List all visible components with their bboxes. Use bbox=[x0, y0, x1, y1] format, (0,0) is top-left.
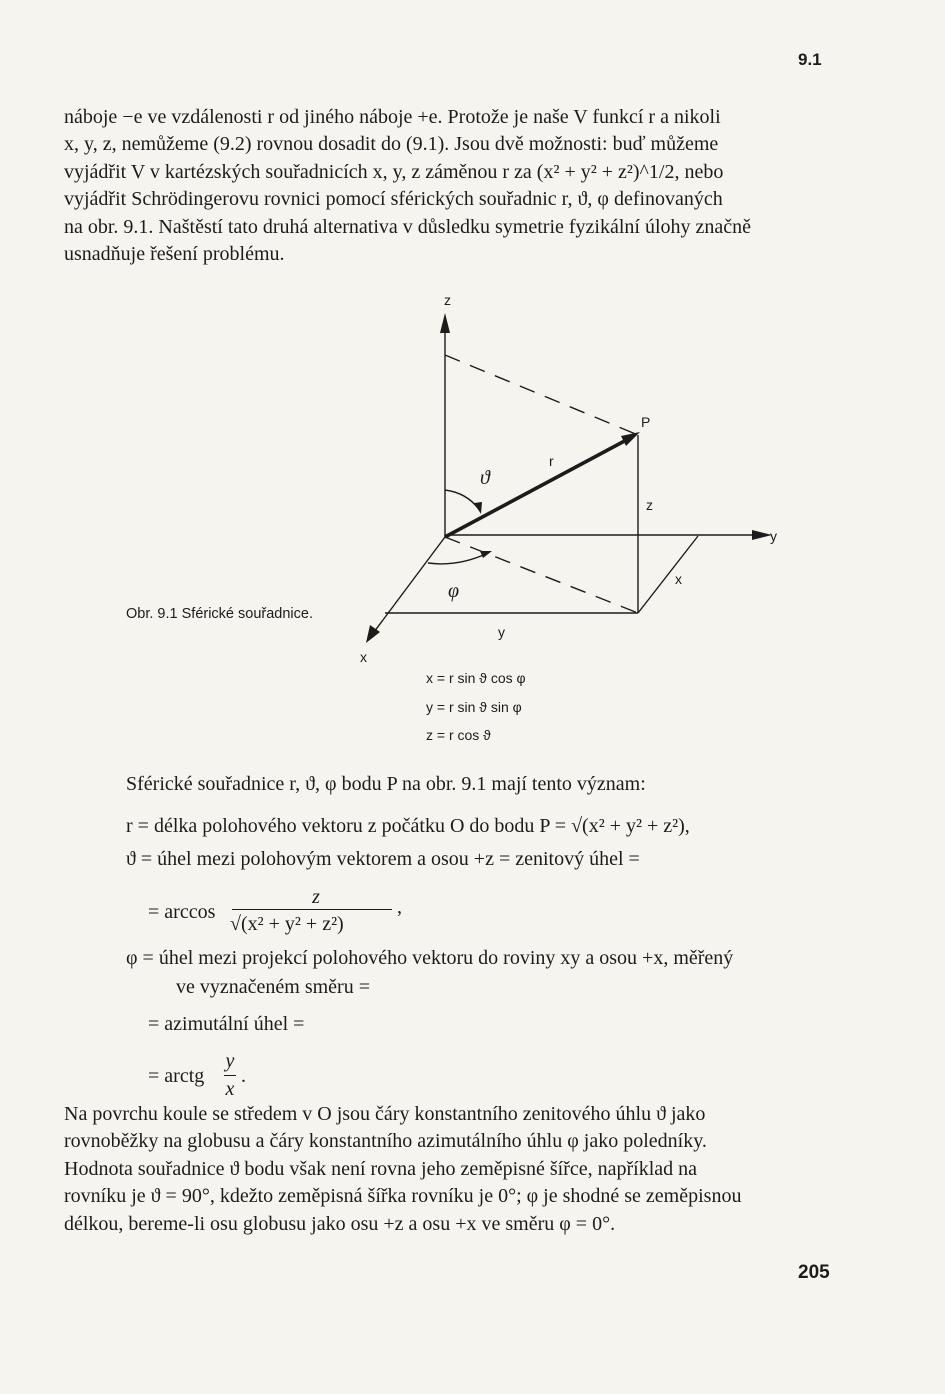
phi-arctg-prefix: = arctg bbox=[148, 1065, 205, 1087]
phi-arrowhead bbox=[480, 551, 492, 558]
paragraph-globe bbox=[64, 1101, 836, 1238]
theta-arrowhead bbox=[474, 502, 482, 514]
definition-r: r = délka polohového vektoru z počátku O do bodu P = √(x² + y² + z²), bbox=[126, 815, 690, 837]
definition-phi: φ = úhel mezi projekcí polohového vektoru do roviny xy a osou +x, měřený bbox=[126, 947, 734, 969]
definition-theta: ϑ = úhel mezi polohovým vektorem a osou +z = zenitový úhel = bbox=[126, 848, 640, 870]
theta-fraction-bar bbox=[232, 909, 392, 910]
radius-label: r bbox=[549, 453, 554, 469]
theta-label: ϑ bbox=[480, 467, 490, 489]
phi-fraction-period: . bbox=[241, 1065, 246, 1087]
phi-fraction-numerator: y bbox=[225, 1050, 235, 1072]
text-line: vyjádřit Schrödingerovu rovnici pomocí sférických souřadnic r, ϑ, φ definovaných bbox=[64, 188, 723, 211]
p-arrowhead bbox=[621, 432, 640, 446]
y-axis-label: y bbox=[770, 528, 777, 544]
y-arrowhead bbox=[752, 530, 772, 540]
text-line: Na povrchu koule se středem v O jsou čáry konstantního zenitového úhlu ϑ jako bbox=[64, 1103, 706, 1125]
z-axis-label: z bbox=[444, 292, 451, 308]
phi-arc bbox=[428, 553, 488, 564]
text-line: usnadňuje řešení problému. bbox=[64, 243, 285, 266]
equation-x: x = r sin ϑ cos φ bbox=[426, 670, 526, 686]
phi-label: φ bbox=[448, 580, 460, 602]
text-line: na obr. 9.1. Naštěstí tato druhá alternativa v důsledku symetrie fyzikální úlohy značně bbox=[64, 215, 752, 238]
phi-fraction-denominator: x bbox=[225, 1078, 235, 1100]
definitions-intro: Sférické souřadnice r, ϑ, φ bodu P na obr. 9.1 mají tento význam: bbox=[126, 773, 646, 795]
equation-z: z = r cos ϑ bbox=[426, 727, 491, 743]
proj-x-label: x bbox=[675, 571, 682, 587]
equation-y: y = r sin ϑ sin φ bbox=[426, 699, 522, 715]
point-label: P bbox=[641, 414, 651, 430]
paragraph-intro bbox=[64, 104, 836, 268]
phi-fraction-bar bbox=[224, 1075, 236, 1076]
height-label: z bbox=[646, 497, 653, 513]
definition-phi-azimuth: = azimutální úhel = bbox=[148, 1013, 305, 1035]
theta-fraction-comma: , bbox=[397, 896, 402, 918]
section-number: 9.1 bbox=[798, 50, 822, 69]
spherical-coordinates-figure bbox=[340, 285, 800, 755]
theta-arc bbox=[445, 490, 480, 511]
dashed-projection bbox=[445, 537, 638, 613]
text-line: náboje −e ve vzdálenosti r od jiného náboje +e. Protože je naše V funkcí r a nikoli bbox=[64, 106, 721, 128]
text-line: vyjádřit V v kartézských souřadnicích x, y, z záměnou r za (x² + y² + z²)^1/2, nebo bbox=[64, 160, 724, 183]
figure-caption: Obr. 9.1 Sférické souřadnice. bbox=[126, 606, 313, 622]
text-line: rovnoběžky na globusu a čáry konstantního azimutálního úhlu φ jako poledníky. bbox=[64, 1130, 707, 1153]
text-line: Hodnota souřadnice ϑ bodu však není rovna jeho zeměpisné šířce, například na bbox=[64, 1157, 698, 1180]
page-number: 205 bbox=[798, 1262, 830, 1283]
text-line: x, y, z, nemůžeme (9.2) rovnou dosadit do (9.1). Jsou dvě možnosti: buď můžeme bbox=[64, 133, 719, 156]
projection-line-y bbox=[638, 536, 698, 613]
theta-fraction-denominator: √(x² + y² + z²) bbox=[230, 913, 344, 935]
proj-y-label: y bbox=[498, 624, 505, 640]
x-axis-label: x bbox=[360, 649, 367, 665]
text-line: délkou, bereme-li osu globusu jako osu +z a osu +x ve směru φ = 0°. bbox=[64, 1212, 616, 1235]
dashed-z-to-p bbox=[445, 355, 638, 435]
z-arrowhead bbox=[440, 313, 450, 333]
radius-vector bbox=[445, 437, 632, 537]
definition-phi-continued: ve vyznačeném směru = bbox=[176, 976, 370, 998]
text-line: rovníku je ϑ = 90°, kdežto zeměpisná šířka rovníku je 0°; φ je shodné se zeměpisnou bbox=[64, 1185, 742, 1208]
theta-fraction-numerator: z bbox=[312, 886, 320, 908]
theta-arccos-prefix: = arccos bbox=[148, 901, 216, 923]
x-axis-line bbox=[368, 537, 445, 640]
